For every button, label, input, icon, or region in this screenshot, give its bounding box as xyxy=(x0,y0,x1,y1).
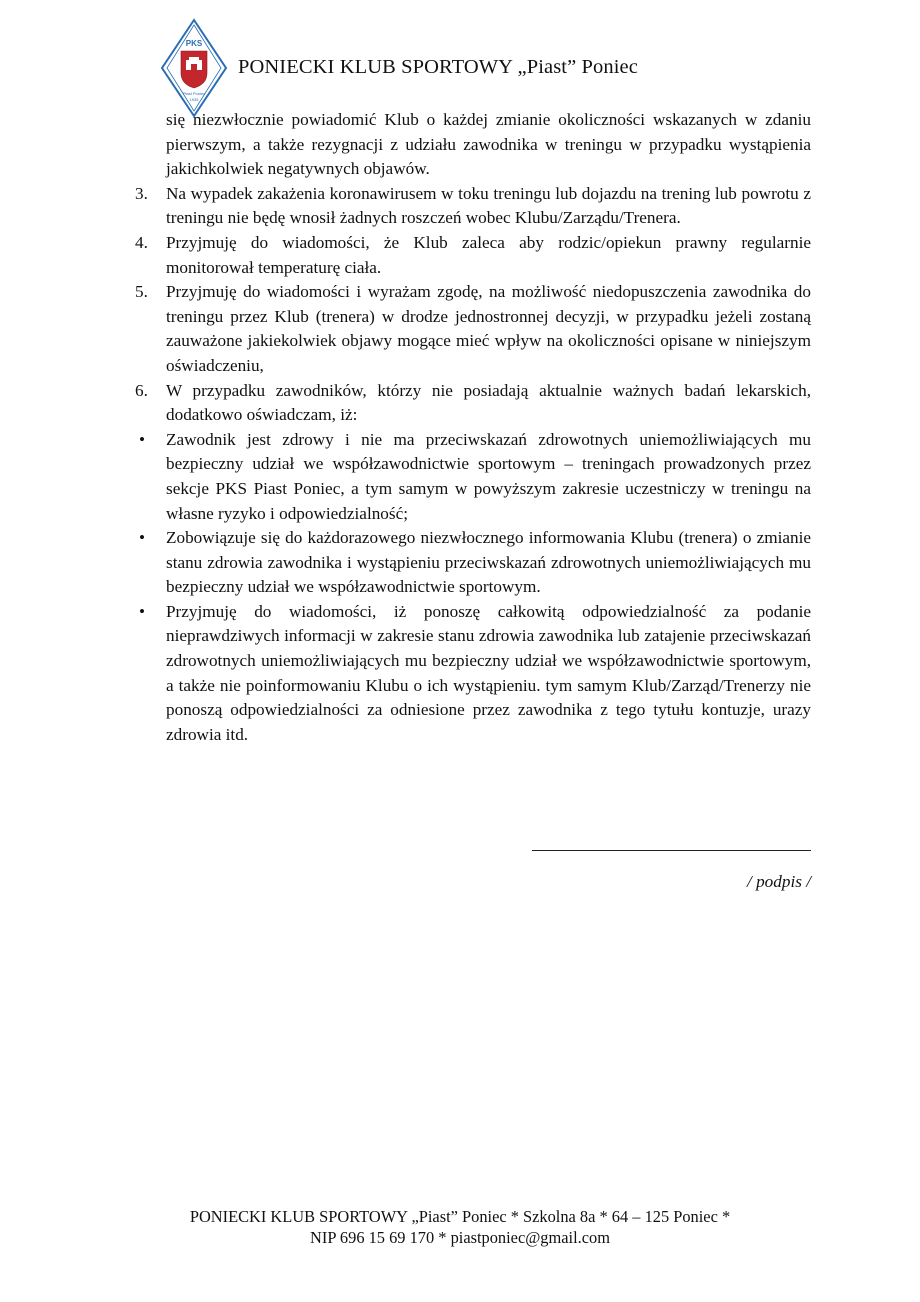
bullet-text: Przyjmuję do wiadomości, iż ponoszę całkowitą odpowiedzialność za podanie nieprawdziwych informacji w zakresie stanu zdrowia zawodnika lub zatajenie przeciwskazań zdrowotnych uniemożliwiających mu bezpieczny udział we współzawodnictwie sportowym, a także nie poinformowaniu Klubu o ich wystąpieniu. tym samym Klub/Zarząd/Trenerzy nie ponoszą odpowiedzialności za odniesione przez zawodnika z tego tytułu kontuzje, urazy zdrowia itd. xyxy=(166,601,811,744)
numbered-item xyxy=(135,231,811,280)
item-text: Na wypadek zakażenia koronawirusem w toku treningu lub dojazdu na trening lub powrotu z treningu nie będę wnosił żadnych roszczeń wobec Klubu/Zarządu/Trenera. xyxy=(166,183,811,228)
bullet-icon: • xyxy=(139,528,146,548)
item-number: 4. xyxy=(135,232,148,252)
item-text: Przyjmuję do wiadomości i wyrażam zgodę, na możliwość niedopuszczenia zawodnika do treningu przez Klub (trenera) w drodze jednostronnej decyzji, w przypadku jeżeli zostaną zauważone jakiekolwiek objawy mogące mieć wpływ na okoliczności opisane w niniejszym oświadczeniu, xyxy=(166,282,811,375)
numbered-item xyxy=(135,182,811,231)
signature-block xyxy=(532,838,811,891)
item-text: Przyjmuję do wiadomości, że Klub zaleca aby rodzic/opiekun prawny regularnie monitorował temperaturę ciała. xyxy=(166,232,811,277)
bullet-item xyxy=(135,428,811,526)
org-name: PONIECKI KLUB SPORTOWY „Piast” Poniec xyxy=(238,56,638,78)
signature-line xyxy=(532,838,811,851)
footer-address: PONIECKI KLUB SPORTOWY „Piast” Poniec * Szkolna 8a * 64 – 125 Poniec * xyxy=(189,1207,731,1226)
footer xyxy=(0,1206,920,1248)
bullet-item xyxy=(135,526,811,600)
bullet-text: Zobowiązuje się do każdorazowego niezwłocznego informowania Klubu (trenera) o zmianie stanu zdrowia zawodnika i wystąpieniu przeciwskazań zdrowotnych uniemożliwiających mu bezpieczny udział we współzawodnictwie sportowym. xyxy=(166,528,811,597)
continuation-paragraph: się niezwłocznie powiadomić Klub o każdej zmianie okoliczności wskazanych w zdaniu pierwszym, a także rezygnacji z udziału zawodnika w treningu w przypadku wystąpienia jakichkolwiek negatywnych objawów. xyxy=(166,110,811,179)
item-text: W przypadku zawodników, którzy nie posiadają aktualnie ważnych badań lekarskich, dodatkowo oświadczam, iż: xyxy=(166,380,811,425)
bullet-item xyxy=(135,600,811,748)
item-number: 5. xyxy=(135,282,148,302)
numbered-item xyxy=(135,379,811,428)
signature-label: / podpis / xyxy=(747,872,811,891)
letterhead xyxy=(160,18,860,118)
item-number: 6. xyxy=(135,380,148,400)
item-number: 3. xyxy=(135,183,148,203)
footer-contact: NIP 696 15 69 170 * piastponiec@gmail.com xyxy=(310,1228,610,1247)
bullet-icon: • xyxy=(139,601,146,621)
bullet-icon: • xyxy=(139,429,146,449)
numbered-item xyxy=(135,280,811,378)
logo-text-top: PKS xyxy=(185,39,203,48)
declaration-body xyxy=(135,108,811,747)
logo-year: 1935 xyxy=(189,97,199,102)
bullet-text: Zawodnik jest zdrowy i nie ma przeciwskazań zdrowotnych uniemożliwiających mu bezpieczny udział we współzawodnictwie sportowym – treningach prowadzonych przez sekcje PKS Piast Poniec, a tym samym w powyższym zakresie uczestniczy w treningu na własne ryzyko i odpowiedzialność; xyxy=(166,429,811,523)
club-logo xyxy=(160,18,228,118)
logo-text-bottom: Piast Poniec xyxy=(182,91,206,96)
